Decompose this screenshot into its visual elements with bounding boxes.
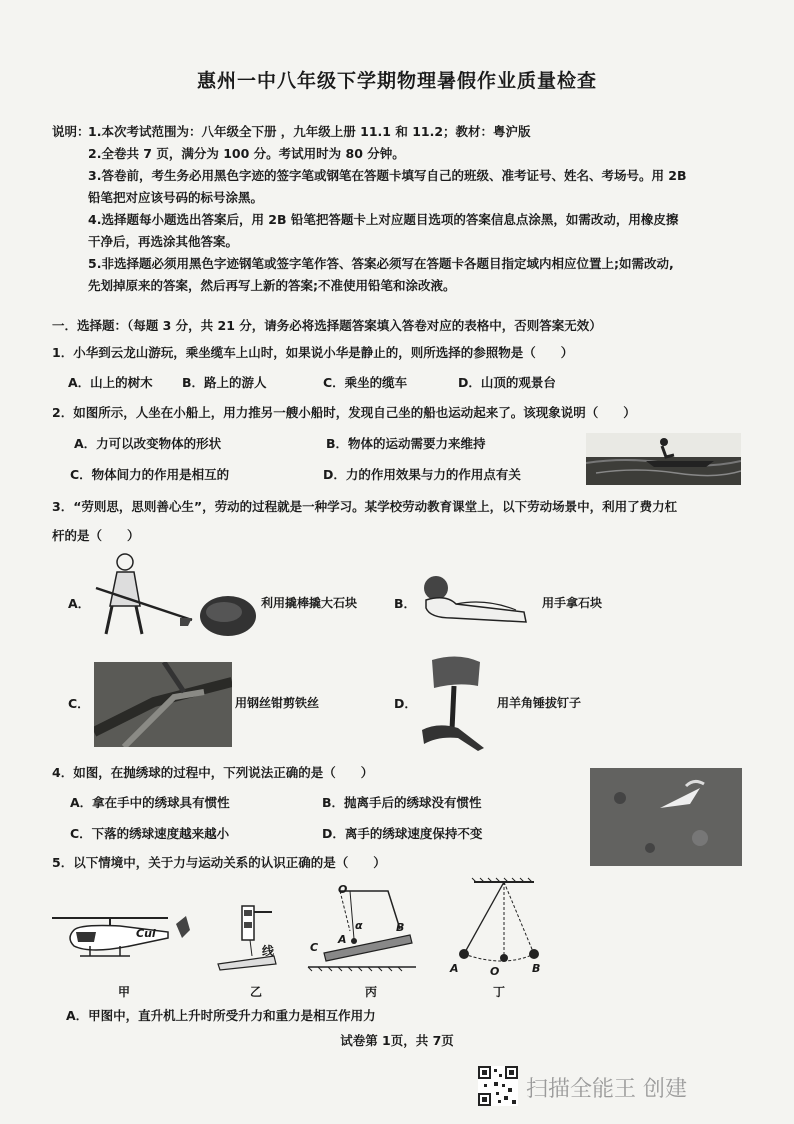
note-line-3: 3.答卷前，考生务必用黑色字迹的签字笔或钢笔在答题卡填写自己的班级、准考证号、姓名、考场号。用 2B [88, 168, 687, 183]
pendulum-b-label: B [532, 962, 541, 975]
embroidered-ball-image [590, 768, 742, 866]
q3-option-b-text: 用手拿石块 [542, 596, 603, 610]
crowbar-image [92, 548, 260, 640]
note-line-8: 先划掉原来的答案，然后再写上新的答案;不准使用铅笔和涂改液。 [88, 278, 456, 293]
q2-option-a: A．力可以改变物体的形状 [74, 436, 222, 451]
q1-option-d: D．山顶的观景台 [458, 375, 556, 390]
section-choice-header: 一．选择题：（每题 3 分，共 21 分，请务必将选择题答案填入答卷对应的表格中，否则答案无效） [52, 318, 602, 333]
pendulum-figure [448, 876, 558, 976]
helicopter-figure [50, 910, 200, 974]
q4-option-d: D．离手的绣球速度保持不变 [322, 826, 483, 841]
hand-holding-stone-image [416, 574, 534, 628]
note-line-5: 4.选择题每小题选出答案后，用 2B 铅笔把答题卡上对应题目选项的答案信息点涂黑，如需改动，用橡皮擦 [88, 212, 679, 227]
ruler-figure [212, 898, 282, 974]
q1-option-b: B．路上的游人 [182, 375, 267, 390]
pendulum-o-label: O [490, 965, 500, 978]
fig-label-ding: 丁 [493, 985, 506, 999]
incline-figure [306, 883, 418, 975]
q2-option-b: B．物体的运动需要力来维持 [326, 436, 486, 451]
q2-option-d: D．力的作用效果与力的作用点有关 [323, 467, 521, 482]
q1-stem: 1．小华到云龙山游玩，乘坐缆车上山时，如果说小华是静止的，则所选择的参照物是（ ） [52, 345, 574, 360]
notes-lead: 说明： [52, 124, 90, 139]
q1-option-a: A．山上的树木 [68, 375, 153, 390]
fig-label-yi: 乙 [250, 985, 263, 999]
q3-stem-line2: 杆的是（ ） [52, 528, 140, 543]
note-line-6: 干净后，再选涂其他答案。 [88, 234, 239, 249]
q3-stem-line1: 3．“劳则思，思则善心生”，劳动的过程就是一种学习。某学校劳动教育课堂上，以下劳动场景中，利用了费力杠 [52, 499, 678, 514]
q3-option-d-text: 用羊角锤拔钉子 [497, 696, 582, 710]
line-label: 线 [262, 944, 275, 958]
fig-label-bing: 丙 [365, 985, 378, 999]
q3-option-b-letter: B． [394, 596, 417, 611]
q3-option-a-text: 利用撬棒撬大石块 [261, 596, 358, 610]
note-line-4: 铅笔把对应该号码的标号涂黑。 [88, 190, 264, 205]
note-line-2: 2.全卷共 7 页，满分为 100 分。考试用时为 80 分钟。 [88, 146, 405, 161]
q5-stem: 5．以下情境中，关于力与运动关系的认识正确的是（ ） [52, 855, 386, 870]
pliers-image [94, 662, 232, 747]
point-a-label: A [338, 933, 347, 946]
q4-option-b: B．抛离手后的绣球没有惯性 [322, 795, 482, 810]
point-c-label: C [310, 941, 319, 954]
qr-code-icon [478, 1066, 518, 1106]
claw-hammer-image [418, 652, 494, 752]
point-b-label: B [396, 921, 405, 934]
q3-option-c-letter: C． [68, 696, 90, 711]
page-footer: 试卷第 1页，共 7页 [340, 1033, 454, 1048]
q1-option-c: C．乘坐的缆车 [323, 375, 408, 390]
q5-option-a: A．甲图中，直升机上升时所受升力和重力是相互作用力 [66, 1008, 376, 1023]
pendulum-a-label: A [450, 962, 459, 975]
point-o-label: O [338, 883, 348, 896]
exam-title: 惠州一中八年级下学期物理暑假作业质量检查 [196, 70, 597, 92]
note-line-1: 1.本次考试范围为：八年级全下册 ，九年级上册 11.1 和 11.2；教材：粤沪版 [88, 124, 531, 139]
scanner-watermark: 扫描全能王 创建 [526, 1077, 687, 1102]
q4-option-a: A．拿在手中的绣球具有惯性 [70, 795, 230, 810]
boats-image [586, 433, 741, 485]
note-line-7: 5.非选择题必须用黑色字迹钢笔或签字笔作答、答案必须写在答题卡各题目指定域内相应位置上;如需改动, [88, 256, 674, 271]
q4-option-c: C．下落的绣球速度越来越小 [70, 826, 230, 841]
alpha-label: α [355, 919, 363, 932]
q3-option-a-letter: A． [68, 596, 91, 611]
heli-text: Cui [136, 927, 156, 940]
q2-stem: 2．如图所示，人坐在小船上，用力推另一艘小船时，发现自己坐的船也运动起来了。该现象说明（ ） [52, 405, 636, 420]
q3-option-d-letter: D． [394, 696, 417, 711]
q4-stem: 4．如图，在抛绣球的过程中，下列说法正确的是（ ） [52, 765, 374, 780]
q2-option-c: C．物体间力的作用是相互的 [70, 467, 230, 482]
q3-option-c-text: 用钢丝钳剪铁丝 [235, 696, 320, 710]
fig-label-jia: 甲 [118, 985, 131, 999]
